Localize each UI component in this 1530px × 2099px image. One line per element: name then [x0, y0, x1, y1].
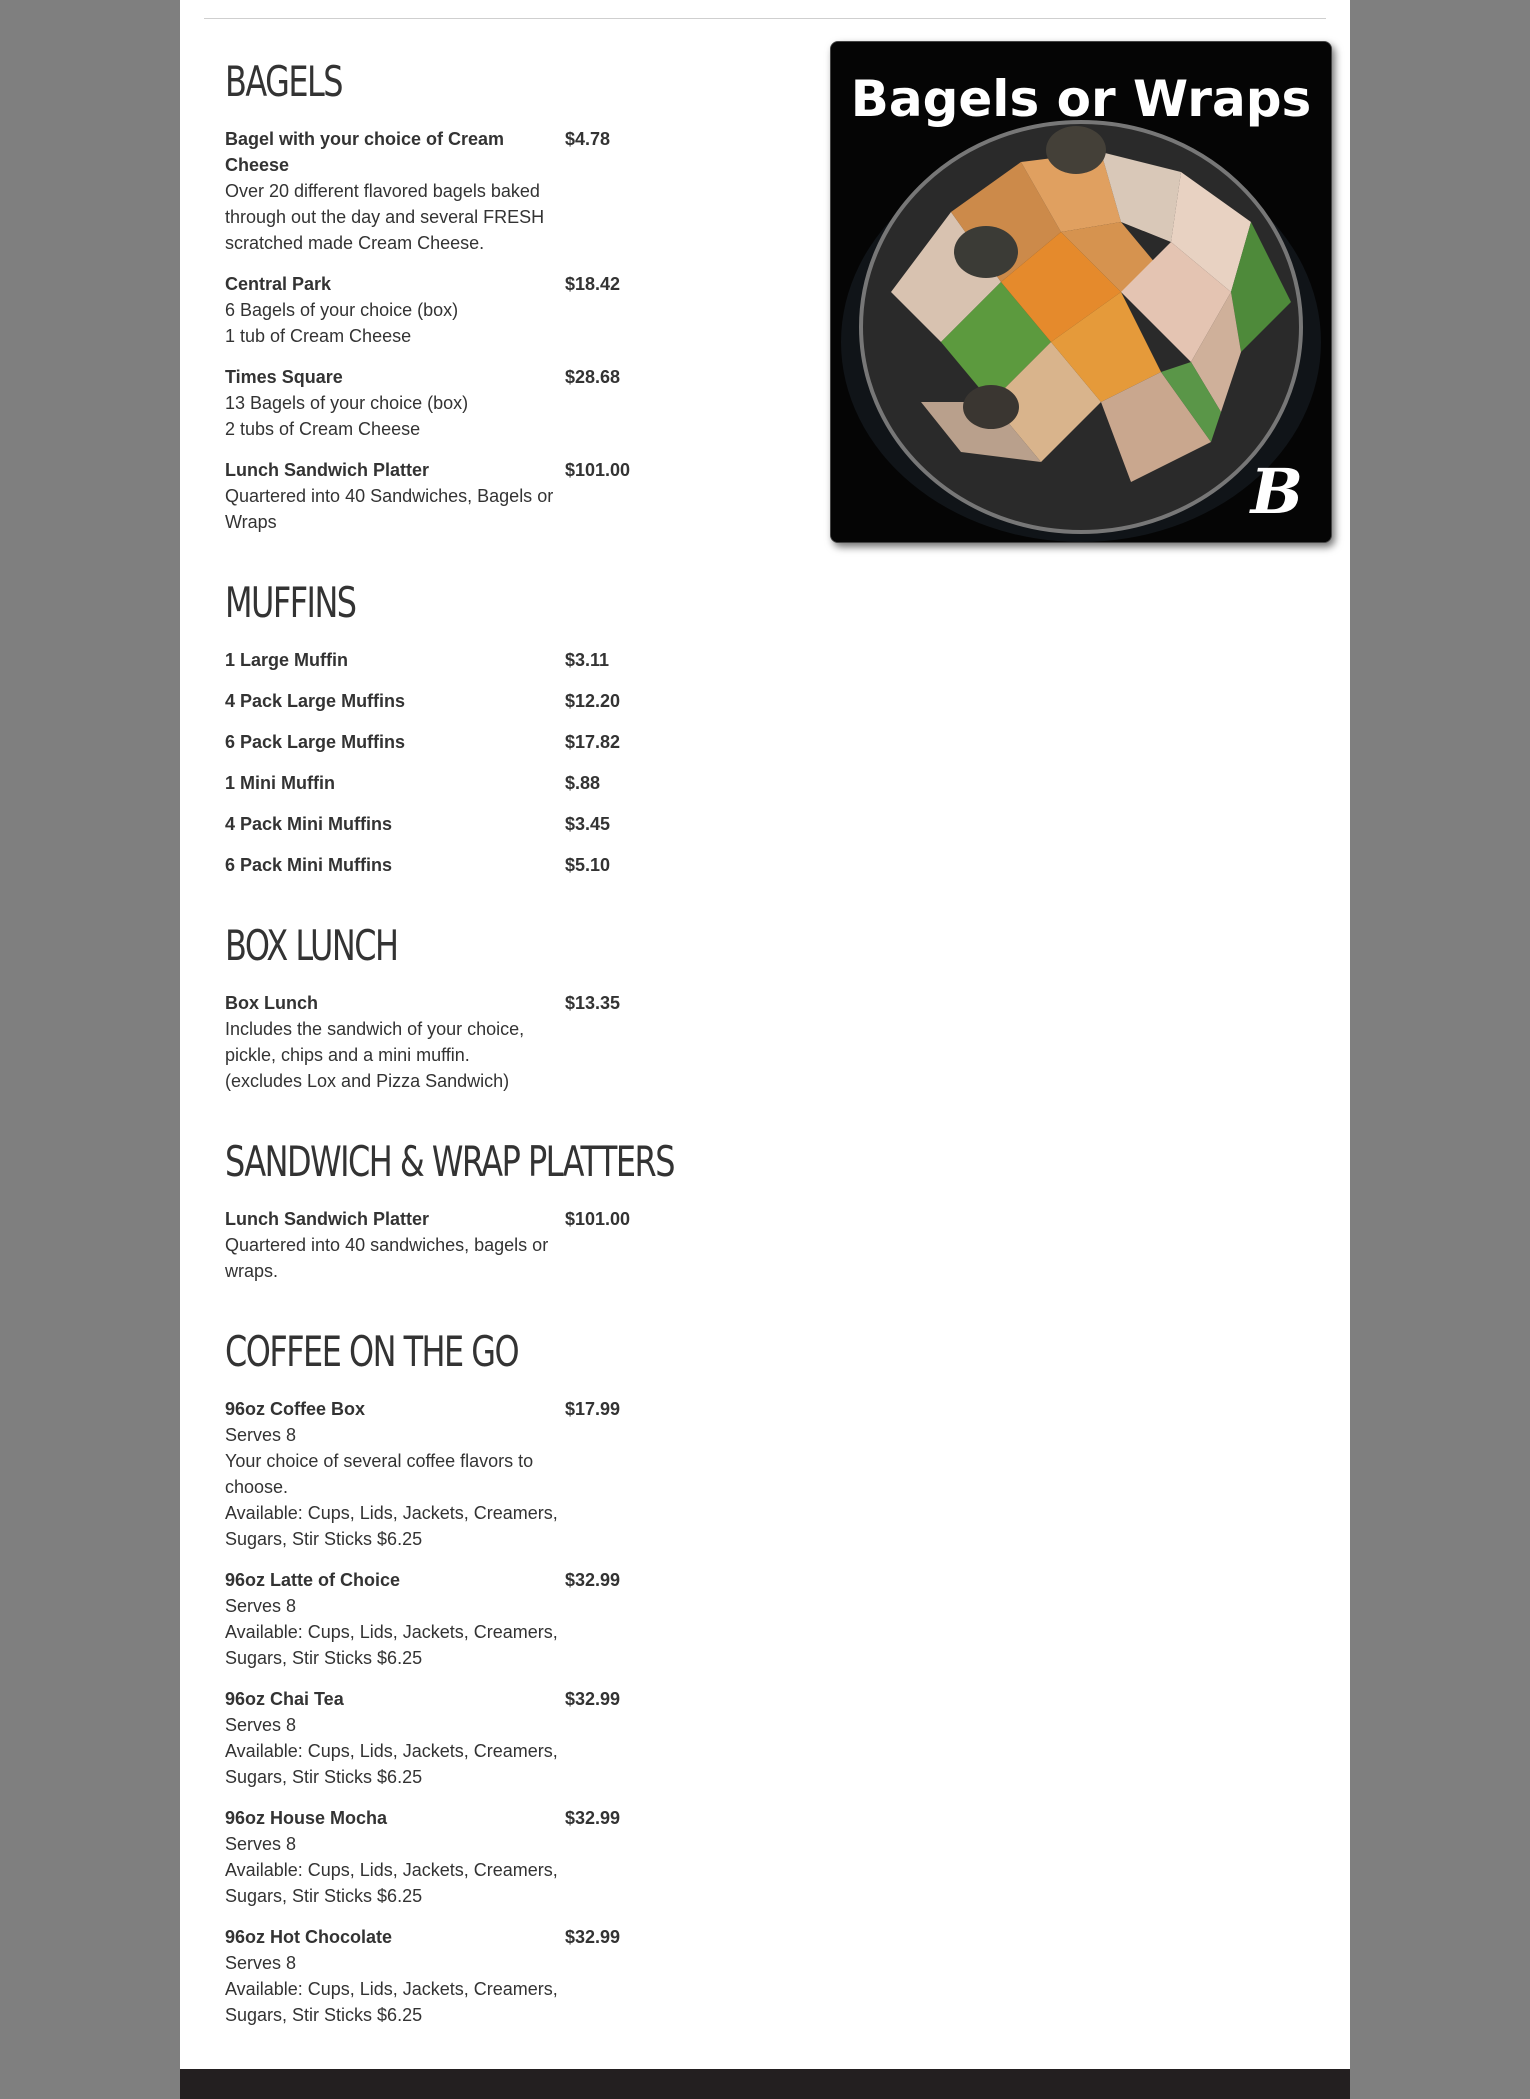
menu-item-text	[225, 1686, 565, 1790]
menu-item-text	[225, 990, 565, 1094]
menu-item-text	[225, 1924, 565, 2028]
menu-section	[225, 52, 745, 535]
menu-item-name: 96oz House Mocha	[225, 1808, 388, 1828]
section-title: BOX LUNCH	[225, 921, 398, 970]
menu-item	[225, 1686, 745, 1790]
menu-item-text	[225, 811, 565, 837]
section-title: COFFEE ON THE GO	[225, 1327, 519, 1376]
menu-section	[225, 1132, 745, 1284]
menu-item-description: Serves 8 Available: Cups, Lids, Jackets, Creamers, Sugars, Stir Sticks $6.25	[225, 1596, 558, 1668]
menu-item-name: 1 Mini Muffin	[225, 773, 335, 793]
footer-bar	[180, 2069, 1350, 2099]
menu-column	[225, 52, 745, 2066]
menu-item	[225, 647, 745, 673]
menu-section	[225, 573, 745, 878]
menu-item-text	[225, 457, 565, 535]
menu-item-text	[225, 852, 565, 878]
menu-item	[225, 852, 745, 878]
menu-item-text	[225, 1805, 565, 1909]
menu-item-name: Lunch Sandwich Platter	[225, 1209, 430, 1229]
menu-item-description: 13 Bagels of your choice (box) 2 tubs of Cream Cheese	[225, 393, 469, 439]
menu-item-text	[225, 729, 565, 755]
menu-item-name: 4 Pack Large Muffins	[225, 691, 406, 711]
menu-item-text	[225, 1567, 565, 1671]
menu-item-price: $13.35	[565, 993, 621, 1013]
menu-item-price: $17.82	[565, 732, 621, 752]
menu-item-text	[225, 126, 565, 256]
menu-item-price: $32.99	[565, 1689, 621, 1709]
menu-item-price: $28.68	[565, 367, 621, 387]
menu-item-description: Includes the sandwich of your choice, pickle, chips and a mini muffin. (excludes Lox and Pizza Sandwich)	[225, 1019, 525, 1091]
menu-item-description: Quartered into 40 sandwiches, bagels or wraps.	[225, 1235, 549, 1281]
menu-item-name: 6 Pack Large Muffins	[225, 732, 406, 752]
menu-section	[225, 916, 745, 1094]
menu-item-price: $.88	[565, 773, 601, 793]
menu-item	[225, 729, 745, 755]
menu-item	[225, 126, 745, 256]
section-title: BAGELS	[225, 57, 343, 106]
menu-item	[225, 1396, 745, 1552]
menu-item-name: 96oz Chai Tea	[225, 1689, 344, 1709]
menu-item-text	[225, 271, 565, 349]
menu-item-description: Serves 8 Available: Cups, Lids, Jackets, Creamers, Sugars, Stir Sticks $6.25	[225, 1953, 558, 2025]
menu-item	[225, 1567, 745, 1671]
menu-item-description: Serves 8 Your choice of several coffee flavors to choose. Available: Cups, Lids, Jackets, Creamers, Sugars, Stir Sticks $6.25	[225, 1425, 558, 1549]
menu-item	[225, 990, 745, 1094]
menu-item-price: $17.99	[565, 1399, 621, 1419]
menu-item-price: $101.00	[565, 1209, 631, 1229]
menu-item-name: Central Park	[225, 274, 332, 294]
bagels-or-wraps-image	[830, 41, 1332, 543]
menu-item-price: $32.99	[565, 1808, 621, 1828]
menu-item-name: Lunch Sandwich Platter	[225, 460, 430, 480]
menu-section	[225, 1322, 745, 2028]
menu-item-price: $18.42	[565, 274, 621, 294]
menu-item-text	[225, 688, 565, 714]
menu-item-text	[225, 647, 565, 673]
menu-item-name: 96oz Hot Chocolate	[225, 1927, 393, 1947]
menu-item-text	[225, 770, 565, 796]
menu-item-description: Quartered into 40 Sandwiches, Bagels or Wraps	[225, 486, 554, 532]
menu-item-price: $3.45	[565, 814, 611, 834]
menu-item-price: $12.20	[565, 691, 621, 711]
menu-item-description: Serves 8 Available: Cups, Lids, Jackets, Creamers, Sugars, Stir Sticks $6.25	[225, 1715, 558, 1787]
menu-item-name: Bagel with your choice of Cream Cheese	[225, 129, 505, 175]
menu-page	[180, 0, 1350, 2099]
menu-item	[225, 364, 745, 442]
menu-item-name: 96oz Coffee Box	[225, 1399, 366, 1419]
menu-item	[225, 1206, 745, 1284]
menu-item-price: $101.00	[565, 460, 631, 480]
menu-item	[225, 688, 745, 714]
top-divider	[204, 18, 1326, 19]
menu-item	[225, 1924, 745, 2028]
section-title: MUFFINS	[225, 578, 356, 627]
menu-item-price: $32.99	[565, 1927, 621, 1947]
menu-item-name: 6 Pack Mini Muffins	[225, 855, 393, 875]
menu-item	[225, 1805, 745, 1909]
menu-item-text	[225, 364, 565, 442]
section-title: SANDWICH & WRAP PLATTERS	[225, 1137, 674, 1186]
brand-logo-icon: B	[1250, 455, 1303, 528]
hero-title: Bagels or Wraps	[850, 70, 1312, 128]
menu-item-name: Box Lunch	[225, 993, 318, 1013]
menu-item	[225, 271, 745, 349]
menu-item-name: 96oz Latte of Choice	[225, 1570, 401, 1590]
menu-item	[225, 770, 745, 796]
menu-item-price: $3.11	[565, 650, 610, 670]
menu-item-price: $5.10	[565, 855, 611, 875]
menu-item-description: Over 20 different flavored bagels baked through out the day and several FRESH scratched made Cream Cheese.	[225, 181, 545, 253]
menu-item-description: Serves 8 Available: Cups, Lids, Jackets, Creamers, Sugars, Stir Sticks $6.25	[225, 1834, 558, 1906]
menu-item-name: Times Square	[225, 367, 343, 387]
menu-item-price: $4.78	[565, 129, 611, 149]
menu-item-text	[225, 1396, 565, 1552]
menu-item	[225, 457, 745, 535]
menu-item-price: $32.99	[565, 1570, 621, 1590]
menu-item-name: 4 Pack Mini Muffins	[225, 814, 393, 834]
menu-item-name: 1 Large Muffin	[225, 650, 349, 670]
menu-item-description: 6 Bagels of your choice (box) 1 tub of Cream Cheese	[225, 300, 459, 346]
menu-item-text	[225, 1206, 565, 1284]
menu-item	[225, 811, 745, 837]
